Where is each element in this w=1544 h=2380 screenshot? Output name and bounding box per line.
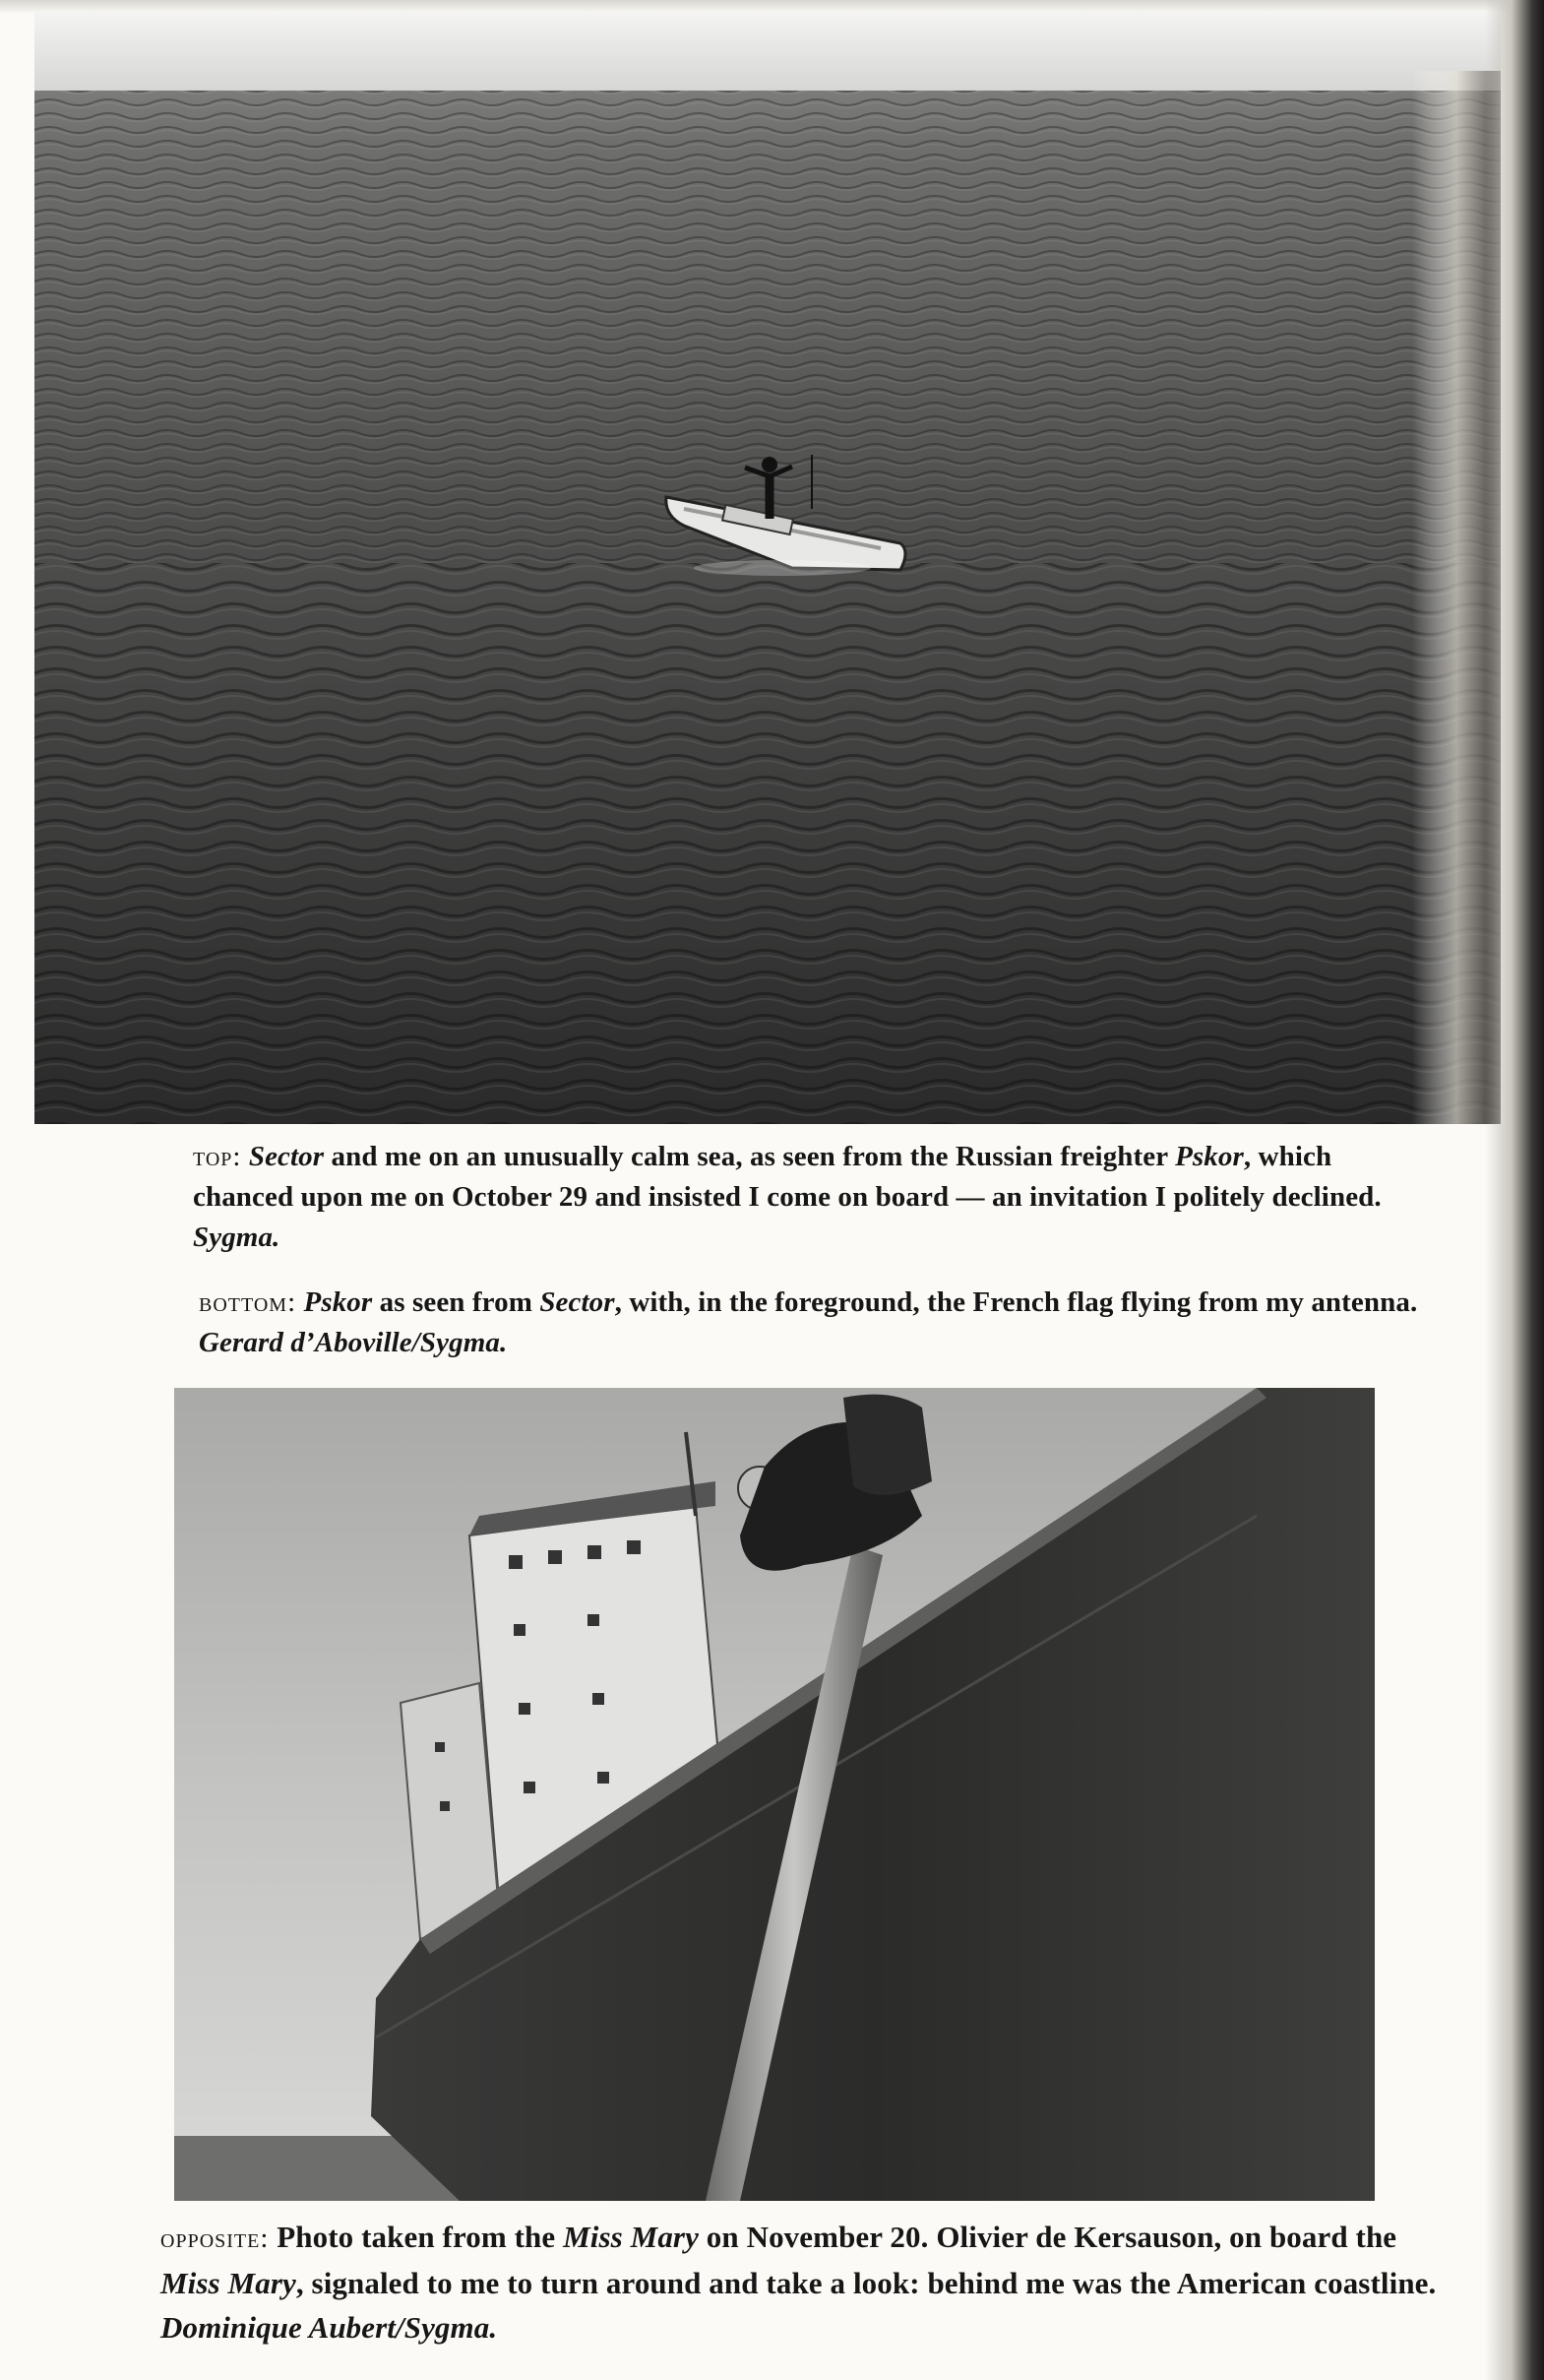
caption-bottom-text-3: , signaled to me to turn around and take a look: behind me was the American coastline.	[295, 2266, 1437, 2300]
caption-bottom-ship-name-2: Miss Mary	[160, 2266, 296, 2300]
caption-bottom-lead: opposite:	[160, 2223, 270, 2254]
caption-top-credit: Sygma.	[193, 1221, 280, 1253]
caption-top-boat-name: Sector	[248, 1141, 325, 1172]
caption-top-lead: top:	[193, 1141, 242, 1172]
caption-bottom-credit: Dominique Aubert/Sygma.	[160, 2310, 498, 2345]
photo-bottom-image	[174, 1388, 1375, 2201]
caption-bottom-ship-name: Miss Mary	[563, 2220, 699, 2254]
caption-top-ship-name: Pskor	[1175, 1141, 1244, 1172]
page-gutter-shadow	[1485, 0, 1544, 2380]
caption-middle-boat-name: Sector	[539, 1286, 615, 1318]
caption-bottom	[160, 2215, 1440, 2349]
caption-middle	[199, 1283, 1419, 1363]
caption-bottom-text-1: Photo taken from the	[269, 2220, 564, 2254]
caption-top-text-2: , which chanced upon me on October 29 and insisted I come on board — an invitation I politely declined.	[193, 1141, 1382, 1213]
photo-top-image	[34, 12, 1501, 1124]
caption-middle-credit: Gerard d’Aboville/Sygma.	[199, 1327, 508, 1358]
photo-top	[34, 12, 1501, 1124]
photo-bottom	[174, 1388, 1375, 2201]
caption-middle-ship-name: Pskor	[303, 1286, 373, 1318]
caption-top	[193, 1137, 1403, 1258]
caption-top-text-1: and me on an unusually calm sea, as seen from the Russian freighter	[324, 1141, 1176, 1172]
caption-middle-text-2: , with, in the foreground, the French flag flying from my antenna.	[614, 1286, 1418, 1318]
caption-middle-text-1: as seen from	[372, 1286, 540, 1318]
caption-middle-lead: bottom:	[199, 1286, 297, 1318]
caption-bottom-text-2: on November 20. Olivier de Kersauson, on board the	[698, 2220, 1397, 2254]
